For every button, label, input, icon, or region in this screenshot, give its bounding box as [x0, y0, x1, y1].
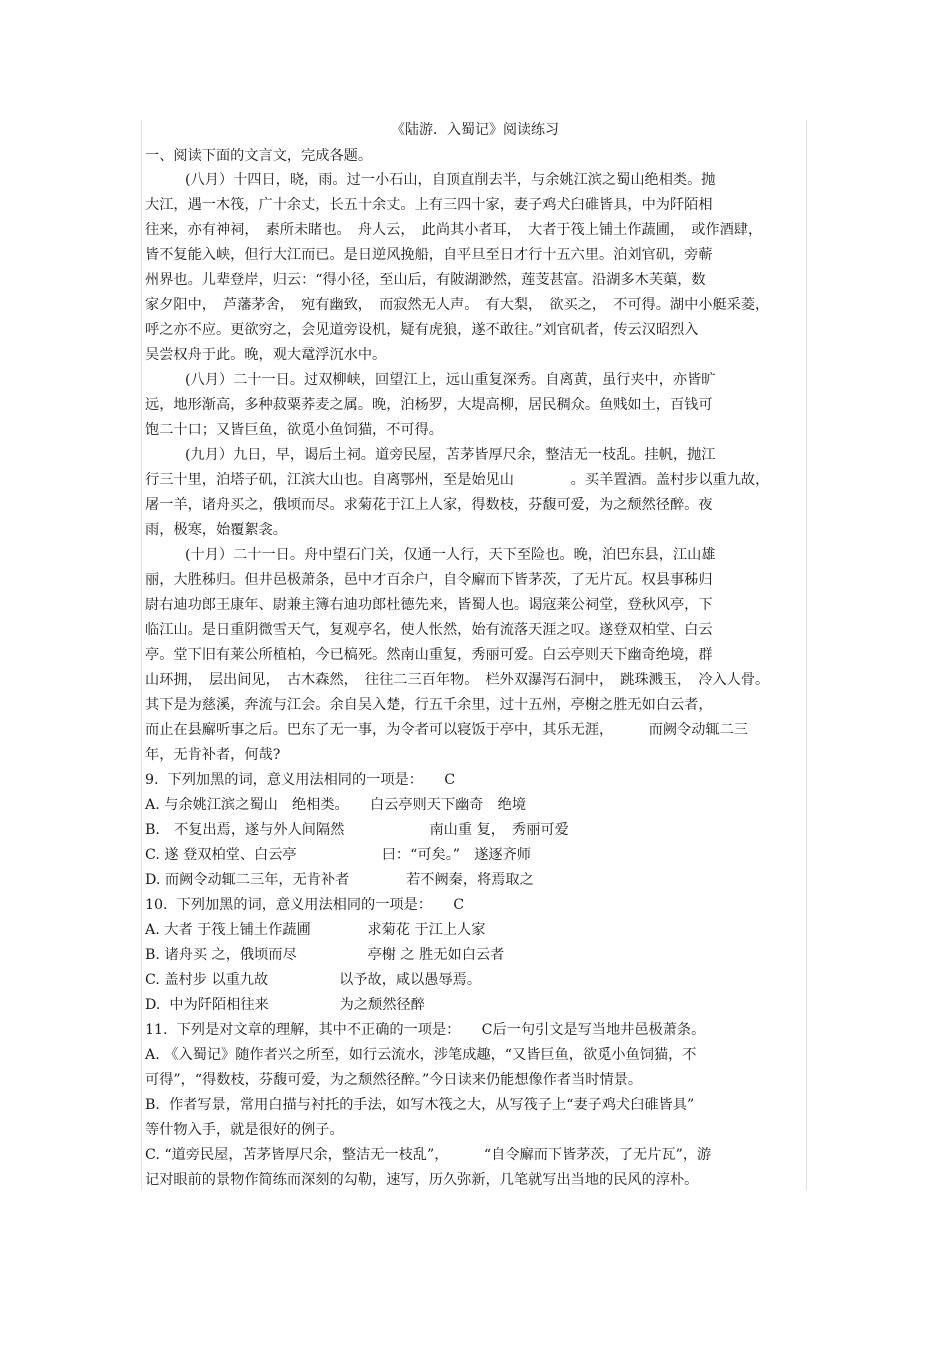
question-10-option-b: B. 诸舟买 之，俄顷而尽 亭榭 之 胜无如白云者 — [145, 947, 505, 963]
text-line: 年，无肯补者，何哉? — [145, 747, 281, 763]
text-line: 皆不复能入峡，但行大江而已。是日逆风挽船，自平旦至日才行十五六里。泊刘官矶，旁蕲 — [145, 247, 713, 263]
text-line: 州界也。儿辈登岸，归云：“得小径，至山后，有陂湖渺然，莲芰甚富。沿湖多木芙蕖，数 — [145, 272, 706, 288]
text-line: (八月）二十一日。过双柳峡，回望江上，远山重复深秀。自离黄，虽行夹中，亦皆旷 — [185, 372, 716, 388]
question-9-option-d: D. 而阙令动辄二三年，无肯补者 若不阙秦，将焉取之 — [145, 872, 534, 888]
text-line: (八月）十四日，晓，雨。过一小石山，自顶直削去半，与余姚江滨之蜀山绝相类。抛 — [185, 172, 716, 188]
text-line: 而止在县廨听事之后。巴东了无一事，为令者可以寝饭于亭中，其乐无涯， 而阙令动辄二三 — [145, 722, 748, 738]
text-line: 雨，极寒，始覆絮衾。 — [145, 522, 287, 538]
page-title: 《陆游．入蜀记》阅读练习 — [391, 122, 559, 138]
text-line: 屠一羊，诸舟买之，俄顷而尽。求菊花于江上人家，得数枝，芬馥可爱，为之颓然径醉。夜 — [145, 497, 713, 513]
question-10-option-a: A. 大者 于筏上铺土作蔬圃 求菊花 于江上人家 — [145, 922, 486, 938]
question-9: 9. 下列加黑的词，意义用法相同的一项是： C — [145, 772, 456, 788]
question-11-option-b-cont: 等什物入手，就是很好的例子。 — [145, 1122, 344, 1138]
text-line: 远，地形渐高，多种菽粟荞麦之属。晚，泊杨罗，大堤高柳，居民稠众。鱼贱如土，百钱可 — [145, 397, 713, 413]
text-line: 山环拥， 层出间见， 古木森然， 往往二三百年物。 栏外双瀑泻石洞中， 跳珠溅玉， 冷入人骨。 — [145, 672, 770, 688]
left-margin-line — [141, 120, 142, 1190]
question-11: 11. 下列是对文章的理解，其中不正确的一项是： C后一句引文是写当地井邑极萧条。 — [145, 1022, 706, 1038]
question-9-option-c: C. 遂 登双柏堂、白云亭 曰：“可矣。” 遂逐齐师 — [145, 847, 531, 863]
question-11-option-c-cont: 记对眼前的景物作简练而深刻的勾勒，速写，历久弥新，几笔就写出当地的民风的淳朴。 — [145, 1172, 699, 1188]
text-line: (九月）九日，早，谒后土祠。道旁民屋，苫茅皆厚尺余，整洁无一枝乱。挂帆，抛江 — [185, 447, 716, 463]
text-line: 吴尝权舟于此。晚，观大鼋浮沉水中。 — [145, 347, 387, 363]
question-10: 10. 下列加黑的词，意义用法相同的一项是： C — [145, 897, 465, 913]
right-margin-line — [806, 120, 807, 1190]
text-line: 亭。堂下旧有莱公所植柏，今已槁死。然南山重复，秀丽可爱。白云亭则天下幽奇绝境，群 — [145, 647, 713, 663]
question-9-option-b: B. 不复出焉，遂与外人间隔然 南山重 复， 秀丽可爱 — [145, 822, 569, 838]
question-11-option-c: C. “道旁民屋，苫茅皆厚尺余，整洁无一枝乱”， “自令廨而下皆茅茨，了无片瓦”，游 — [145, 1147, 712, 1163]
text-line: 丽，大胜秭归。但井邑极萧条，邑中才百余户，自令廨而下皆茅茨，了无片瓦。权县事秭归 — [145, 572, 713, 588]
text-line: 行三十里，泊塔子矶，江滨大山也。自离鄂州，至是始见山 。买羊置酒。盖村步以重九故， — [145, 472, 770, 488]
text-line: 临江山。是日重阴微雪天气，复观亭名，使人怅然，始有流落天涯之叹。遂登双柏堂、白云 — [145, 622, 713, 638]
text-line: 往来，亦有神祠， 素所未睹也。 舟人云， 此尚其小者耳， 大者于筏上铺土作蔬圃， 或作酒肆， — [145, 222, 763, 238]
question-9-option-a: A. 与余姚江滨之蜀山 绝相类。 白云亭则天下幽奇 绝境 — [145, 797, 527, 813]
question-10-option-d: D. 中为阡陌相往来 为之颓然径醉 — [145, 997, 425, 1013]
text-line: 家夕阳中， 芦藩茅舍， 宛有幽致， 而寂然无人声。 有大梨， 欲买之， 不可得。湖中小艇采菱， — [145, 297, 770, 313]
question-10-option-c: C. 盖村步 以重九故 以予故，咸以愚辱焉。 — [145, 972, 482, 988]
text-line: 大江，遇一木筏，广十余丈，长五十余丈。上有三四十家，妻子鸡犬臼碓皆具，中为阡陌相 — [145, 197, 713, 213]
text-line: 呼之亦不应。更欲穷之，会见道旁设机，疑有虎狼，遂不敢往。”刘官矶者，传云汉昭烈入 — [145, 322, 699, 338]
text-line: 尉右迪功郎王康年、尉兼主簿右迪功郎杜德先来，皆蜀人也。谒寇莱公祠堂，登秋风亭，下 — [145, 597, 713, 613]
question-11-option-a: A. 《入蜀记》随作者兴之所至，如行云流水，涉笔成趣，“又皆巨鱼，欲觅小鱼饲猫，不 — [145, 1047, 697, 1063]
text-line: 其下是为慈溪，奔流与江会。余自吴入楚，行五千余里，过十五州，亭榭之胜无如白云者， — [145, 697, 713, 713]
question-11-option-a-cont: 可得”，“得数枝，芬馥可爱，为之颓然径醉。”今日读来仍能想像作者当时情景。 — [145, 1072, 643, 1088]
text-line: 饱二十口；又皆巨鱼，欲觅小鱼饲猫，不可得。 — [145, 422, 443, 438]
question-11-option-b: B. 作者写景，常用白描与衬托的手法，如写木筏之大，从写筏子上“妻子鸡犬臼碓皆具” — [145, 1097, 695, 1113]
section-heading: 一、阅读下面的文言文，完成各题。 — [145, 148, 373, 164]
text-line: (十月）二十一日。舟中望石门关，仅通一人行，天下至险也。晚，泊巴东县，江山雄 — [185, 547, 716, 563]
